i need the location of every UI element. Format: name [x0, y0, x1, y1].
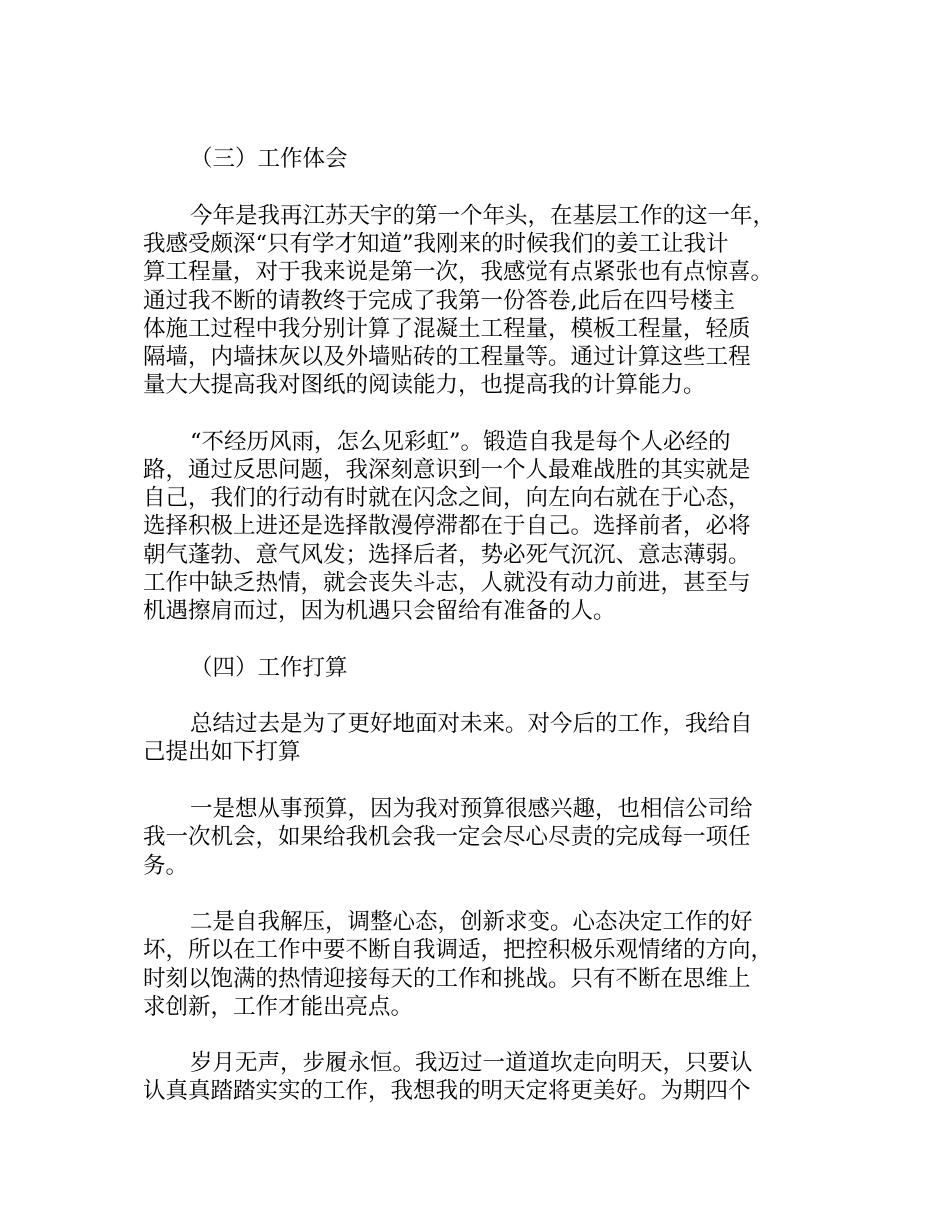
paragraph-line: 量大大提高我对图纸的阅读能力，也提高我的计算能力。 — [143, 372, 706, 398]
paragraph-line: 自己，我们的行动有时就在闪念之间，向左向右就在于心态， — [143, 485, 751, 511]
paragraph-line: “不经历风雨，怎么见彩虹”。锻造自我是每个人必经的 — [190, 429, 731, 455]
paragraph-line: 算工程量，对于我来说是第一次，我感觉有点紧张也有点惊喜。 — [143, 259, 774, 285]
paragraph-line: 岁月无声，步履永恒。我迈过一道道坎走向明天，只要认 — [190, 1050, 753, 1076]
paragraph-line: 二是自我解压，调整心态，创新求变。心态决定工作的好 — [190, 909, 753, 935]
paragraph-line: 总结过去是为了更好地面对未来。对今后的工作，我给自 — [190, 711, 753, 737]
paragraph-line: 时刻以饱满的热情迎接每天的工作和挑战。只有不断在思维上 — [143, 966, 751, 992]
paragraph-line: 选择积极上进还是选择散漫停滞都在于自己。选择前者，必将 — [143, 513, 751, 539]
paragraph-line: 机遇擦肩而过，因为机遇只会留给有准备的人。 — [143, 598, 616, 624]
paragraph-line: 坏，所以在工作中要不断自我调适，把控积极乐观情绪的方向， — [143, 937, 774, 963]
paragraph-line: 我感受颇深“只有学才知道”我刚来的时候我们的姜工让我计 — [143, 231, 729, 257]
section-heading-four: （四）工作打算 — [190, 655, 348, 681]
paragraph-line: 己提出如下打算 — [143, 739, 301, 765]
paragraph-line: 隔墙，内墙抹灰以及外墙贴砖的工程量等。通过计算这些工程 — [143, 344, 751, 370]
paragraph-line: 路，通过反思问题，我深刻意识到一个人最难战胜的其实就是 — [143, 457, 751, 483]
paragraph-line: 认真真踏踏实实的工作，我想我的明天定将更美好。为期四个 — [143, 1078, 751, 1104]
paragraph-line: 今年是我再江苏天宇的第一个年头，在基层工作的这一年， — [190, 203, 776, 229]
paragraph-line: 朝气蓬勃、意气风发；选择后者，势必死气沉沉、意志薄弱。 — [143, 542, 751, 568]
paragraph-line: 求创新，工作才能出亮点。 — [143, 994, 414, 1020]
paragraph-line: 通过我不断的请教终于完成了我第一份答卷,此后在四号楼主 — [143, 288, 736, 314]
section-heading-three: （三）工作体会 — [190, 146, 348, 172]
paragraph-line: 务。 — [143, 853, 189, 879]
paragraph-line: 体施工过程中我分别计算了混凝土工程量，模板工程量，轻质 — [143, 316, 751, 342]
paragraph-line: 一是想从事预算，因为我对预算很感兴趣，也相信公司给 — [190, 796, 753, 822]
paragraph-line: 我一次机会，如果给我机会我一定会尽心尽责的完成每一项任 — [143, 824, 751, 850]
paragraph-line: 工作中缺乏热情，就会丧失斗志，人就没有动力前进，甚至与 — [143, 570, 751, 596]
